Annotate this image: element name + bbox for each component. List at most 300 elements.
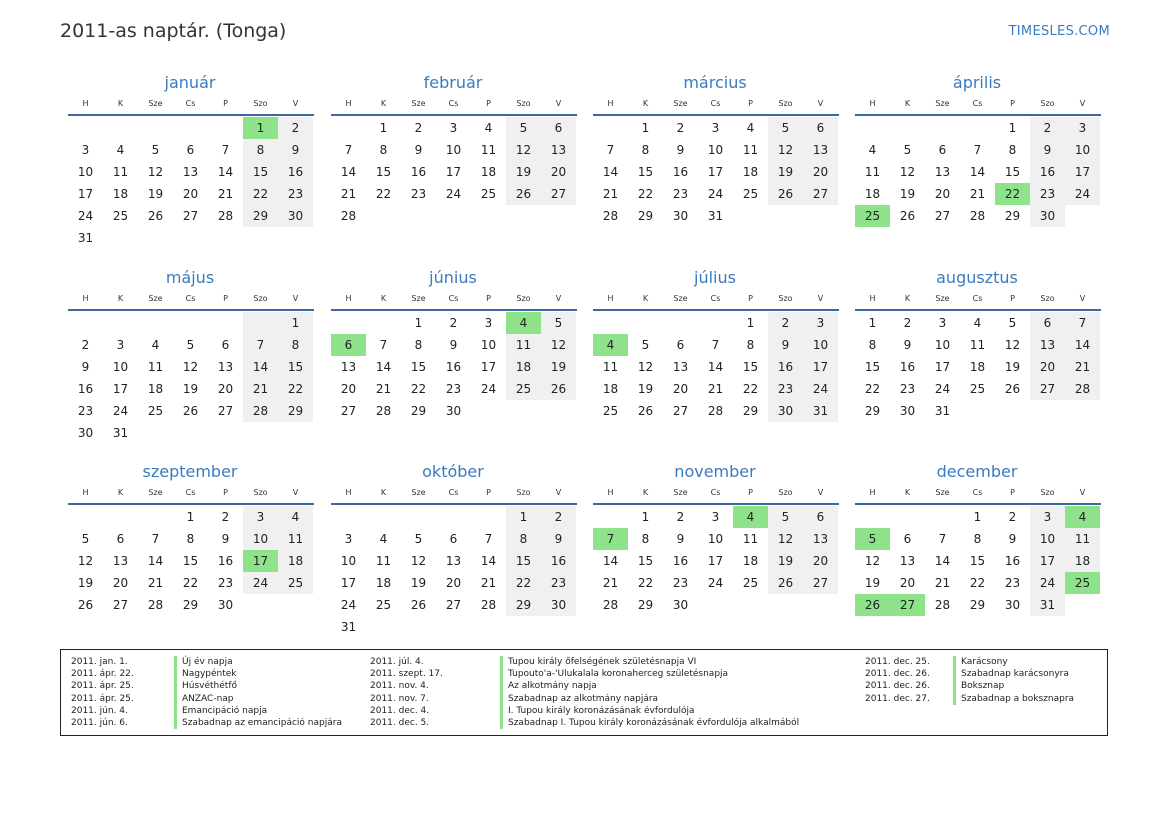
month-name: október [422,462,484,481]
weekday-label: Cs [448,294,459,303]
week-row [331,117,577,139]
day-cell: 1 [868,316,877,330]
day-cell: 9 [221,532,230,546]
day-cell: 1 [379,121,388,135]
day-cell: 21 [934,576,951,590]
weekday-label: Szo [1040,99,1055,108]
weekday-label: H [869,99,876,108]
day-cell: 22 [969,576,986,590]
weekday-label: Cs [185,99,196,108]
legend-item [370,680,799,692]
weekday-label: Cs [972,99,983,108]
day-cell: 7 [1065,312,1100,334]
day-cell: 17 [77,187,94,201]
day-cell: 8 [186,532,195,546]
day-cell: 16 [672,165,689,179]
day-cell: 28 [375,404,392,418]
empty-cell [173,312,208,334]
empty-cell [698,312,733,334]
day-cell: 4 [1065,506,1100,528]
day-cell: 26 [541,378,576,400]
day-cell: 28 [340,209,357,223]
day-cell: 25 [147,404,164,418]
day-cell: 20 [803,550,838,572]
legend-date: 2011. szept. 17. [370,669,443,680]
day-cell: 20 [340,382,357,396]
week-row [331,594,577,616]
day-cell: 17 [445,165,462,179]
empty-cell [278,594,313,616]
day-cell: 17 [803,356,838,378]
day-cell: 16 [899,360,916,374]
day-cell: 23 [1004,576,1021,590]
week-row [331,528,577,550]
week-row [855,400,1101,422]
day-cell: 13 [803,528,838,550]
day-cell: 31 [112,426,129,440]
day-cell: 18 [506,356,541,378]
weekday-label: H [345,99,352,108]
day-cell: 10 [707,532,724,546]
day-cell: 30 [672,598,689,612]
day-cell: 18 [864,187,881,201]
day-cell: 11 [742,532,759,546]
day-cell: 9 [414,143,423,157]
day-cell: 12 [637,360,654,374]
empty-cell [173,117,208,139]
day-cell: 31 [803,400,838,422]
day-cell: 1 [186,510,195,524]
weekday-label: Sze [148,294,163,303]
day-cell: 8 [506,528,541,550]
weekday-header [331,291,577,307]
legend-item [865,656,1074,668]
day-cell: 18 [969,360,986,374]
day-cell: 4 [868,143,877,157]
week-row [855,312,1101,334]
month-7 [855,267,1101,422]
legend-item [71,680,342,692]
day-cell: 20 [445,576,462,590]
day-cell: 18 [602,382,619,396]
week-row [593,312,839,334]
day-cell: 17 [707,165,724,179]
day-cell: 1 [414,316,423,330]
weekday-label: K [642,294,649,303]
day-cell: 22 [410,382,427,396]
day-cell: 5 [641,338,650,352]
day-cell: 17 [480,360,497,374]
empty-cell [208,227,243,249]
day-cell: 11 [742,143,759,157]
empty-cell [593,117,628,139]
day-cell: 16 [1030,161,1065,183]
week-row [593,205,839,227]
day-cell: 6 [186,143,195,157]
weekday-header [855,96,1101,112]
empty-cell [366,205,401,227]
empty-cell [890,117,925,139]
month-divider [855,114,1101,116]
week-row [855,356,1101,378]
day-cell: 14 [243,356,278,378]
site-link[interactable]: TIMESLES.COM [1008,24,1110,39]
week-row [855,183,1101,205]
day-cell: 13 [340,360,357,374]
day-cell: 27 [803,572,838,594]
weekday-header [593,485,839,501]
day-cell: 6 [449,532,458,546]
day-cell: 6 [676,338,685,352]
day-cell: 19 [77,576,94,590]
weekday-label: Cs [710,488,721,497]
week-row [855,117,1101,139]
month-name: február [423,73,483,92]
day-cell: 23 [278,183,313,205]
legend-holiday-name: Szabadnap az alkotmány napjára [500,693,658,705]
weekday-label: Szo [778,294,793,303]
day-cell: 12 [147,165,164,179]
month-name: március [683,73,747,92]
day-cell: 23 [672,187,689,201]
day-cell: 18 [147,382,164,396]
weekday-label: P [748,488,753,497]
day-cell: 21 [1065,356,1100,378]
weekday-label: Sze [673,294,688,303]
empty-cell [663,312,698,334]
week-row [593,356,839,378]
legend-date: 2011. dec. 25. [865,657,930,667]
day-cell: 19 [147,187,164,201]
weekday-label: Cs [972,294,983,303]
weekday-label: Sze [411,99,426,108]
day-cell: 10 [1030,528,1065,550]
empty-cell [103,506,138,528]
day-cell: 24 [77,209,94,223]
day-cell: 5 [855,528,890,550]
empty-cell [366,506,401,528]
empty-cell [541,400,576,422]
day-cell: 10 [445,143,462,157]
day-cell: 29 [278,400,313,422]
day-cell: 10 [243,528,278,550]
empty-cell [278,227,313,249]
legend-item [370,668,799,680]
day-cell: 2 [1030,117,1065,139]
day-cell: 13 [112,554,129,568]
day-cell: 13 [217,360,234,374]
day-cell: 13 [672,360,689,374]
day-cell: 14 [1065,334,1100,356]
weekday-label: Cs [448,99,459,108]
day-cell: 25 [112,209,129,223]
week-row [68,528,314,550]
week-row [855,205,1101,227]
week-row [593,400,839,422]
day-cell: 18 [1065,550,1100,572]
weekday-label: Sze [935,488,950,497]
day-cell: 30 [899,404,916,418]
empty-cell [471,205,506,227]
legend-holiday-name: Nagypéntek [174,668,237,680]
day-cell: 25 [278,572,313,594]
month-3 [855,72,1101,227]
day-cell: 23 [899,382,916,396]
week-row [68,572,314,594]
empty-cell [138,117,173,139]
day-cell: 12 [1004,338,1021,352]
day-cell: 2 [81,338,90,352]
week-row [331,400,577,422]
day-cell: 8 [641,532,650,546]
day-cell: 18 [278,550,313,572]
day-cell: 7 [484,532,493,546]
legend-holiday-name: Új év napja [174,656,233,668]
weekday-label: K [117,488,124,497]
day-cell: 2 [221,510,230,524]
day-cell: 24 [707,187,724,201]
day-cell: 18 [480,165,497,179]
month-divider [68,503,314,505]
week-row [331,378,577,400]
empty-cell [138,506,173,528]
day-cell: 28 [147,598,164,612]
day-cell: 30 [672,209,689,223]
week-row [593,506,839,528]
day-cell: 19 [899,187,916,201]
month-divider [593,114,839,116]
day-cell: 7 [344,143,353,157]
day-cell: 11 [147,360,164,374]
day-cell: 1 [973,510,982,524]
legend-column [370,656,799,729]
week-row [68,334,314,356]
day-cell: 3 [116,338,125,352]
day-cell: 31 [77,231,94,245]
weekday-header [68,485,314,501]
day-cell: 19 [410,576,427,590]
day-cell: 25 [742,187,759,201]
month-divider [593,503,839,505]
day-cell: 27 [112,598,129,612]
day-cell: 16 [768,356,803,378]
empty-cell [173,227,208,249]
day-cell: 15 [637,554,654,568]
week-row [68,312,314,334]
day-cell: 5 [81,532,90,546]
day-cell: 22 [637,576,654,590]
day-cell: 11 [1065,528,1100,550]
page-title: 2011-as naptár. (Tonga) [60,20,287,42]
weekday-label: Szo [253,99,268,108]
day-cell: 1 [1008,121,1017,135]
day-cell: 4 [379,532,388,546]
empty-cell [366,616,401,638]
day-cell: 18 [112,187,129,201]
day-cell: 3 [243,506,278,528]
day-cell: 19 [541,356,576,378]
week-row [68,227,314,249]
empty-cell [541,616,576,638]
week-row [855,572,1101,594]
weekday-label: P [486,99,491,108]
day-cell: 30 [541,594,576,616]
day-cell: 7 [938,532,947,546]
empty-cell [1065,205,1100,227]
day-cell: 13 [1030,334,1065,356]
legend-date: 2011. nov. 4. [370,681,429,692]
legend-date: 2011. jún. 4. [71,705,128,716]
legend-item [370,705,799,717]
empty-cell [436,616,471,638]
day-cell: 23 [77,404,94,418]
week-row [68,161,314,183]
day-cell: 19 [637,382,654,396]
day-cell: 1 [641,121,650,135]
week-row [855,550,1101,572]
day-cell: 13 [445,554,462,568]
month-10 [593,461,839,616]
day-cell: 20 [112,576,129,590]
week-row [593,594,839,616]
empty-cell [208,312,243,334]
empty-cell [243,227,278,249]
day-cell: 26 [506,183,541,205]
empty-cell [1065,400,1100,422]
weekday-label: Sze [673,99,688,108]
day-cell: 30 [768,400,803,422]
day-cell: 29 [182,598,199,612]
week-row [855,139,1101,161]
weekday-header [855,291,1101,307]
day-cell: 23 [1030,183,1065,205]
day-cell: 10 [934,338,951,352]
day-cell: 26 [855,594,890,616]
day-cell: 21 [602,187,619,201]
day-cell: 7 [379,338,388,352]
week-row [855,506,1101,528]
day-cell: 6 [1030,312,1065,334]
day-cell: 30 [217,598,234,612]
day-cell: 24 [445,187,462,201]
weekday-label: P [1010,294,1015,303]
day-cell: 1 [243,117,278,139]
empty-cell [768,205,803,227]
week-row [331,506,577,528]
day-cell: 3 [81,143,90,157]
day-cell: 14 [707,360,724,374]
day-cell: 12 [768,139,803,161]
empty-cell [401,616,436,638]
day-cell: 15 [375,165,392,179]
day-cell: 29 [637,598,654,612]
day-cell: 15 [864,360,881,374]
weekday-label: P [486,488,491,497]
day-cell: 16 [1004,554,1021,568]
day-cell: 2 [1008,510,1017,524]
day-cell: 15 [278,356,313,378]
day-cell: 25 [742,576,759,590]
legend-holiday-name: Szabadnap a boksznapra [953,693,1074,705]
month-8 [68,461,314,616]
empty-cell [138,227,173,249]
week-row [331,334,577,356]
day-cell: 14 [602,554,619,568]
day-cell: 3 [344,532,353,546]
day-cell: 10 [77,165,94,179]
weekday-label: K [117,99,124,108]
day-cell: 26 [147,209,164,223]
day-cell: 6 [116,532,125,546]
week-row [68,205,314,227]
weekday-label: H [82,488,89,497]
day-cell: 15 [506,550,541,572]
day-cell: 9 [768,334,803,356]
day-cell: 29 [969,598,986,612]
legend-item [865,693,1074,705]
weekday-label: P [748,294,753,303]
empty-cell [890,506,925,528]
legend-holiday-name: Tupou király őfelségének születésnapja VI [500,656,696,668]
day-cell: 22 [375,187,392,201]
day-cell: 28 [243,400,278,422]
month-4 [68,267,314,444]
day-cell: 24 [707,576,724,590]
day-cell: 17 [1065,161,1100,183]
day-cell: 20 [182,187,199,201]
month-divider [68,309,314,311]
day-cell: 1 [506,506,541,528]
day-cell: 8 [379,143,388,157]
legend-column [865,656,1074,705]
empty-cell [173,422,208,444]
weekday-label: H [607,294,614,303]
empty-cell [855,506,890,528]
day-cell: 6 [541,117,576,139]
day-cell: 25 [480,187,497,201]
day-cell: 20 [541,161,576,183]
day-cell: 9 [449,338,458,352]
weekday-header [331,96,577,112]
day-cell: 7 [711,338,720,352]
empty-cell [960,400,995,422]
day-cell: 13 [899,554,916,568]
empty-cell [733,594,768,616]
day-cell: 12 [410,554,427,568]
day-cell: 22 [182,576,199,590]
empty-cell [925,506,960,528]
weekday-label: K [380,488,387,497]
day-cell: 28 [602,598,619,612]
month-name: augusztus [936,268,1018,287]
month-5 [331,267,577,422]
legend-item [71,656,342,668]
empty-cell [506,205,541,227]
day-cell: 9 [1030,139,1065,161]
empty-cell [243,312,278,334]
day-cell: 15 [742,360,759,374]
weekday-header [68,291,314,307]
empty-cell [803,205,838,227]
day-cell: 29 [506,594,541,616]
weekday-label: Szo [778,99,793,108]
empty-cell [243,594,278,616]
day-cell: 26 [410,598,427,612]
day-cell: 8 [1008,143,1017,157]
weekday-header [331,485,577,501]
weekday-label: V [1079,294,1086,303]
day-cell: 6 [803,506,838,528]
